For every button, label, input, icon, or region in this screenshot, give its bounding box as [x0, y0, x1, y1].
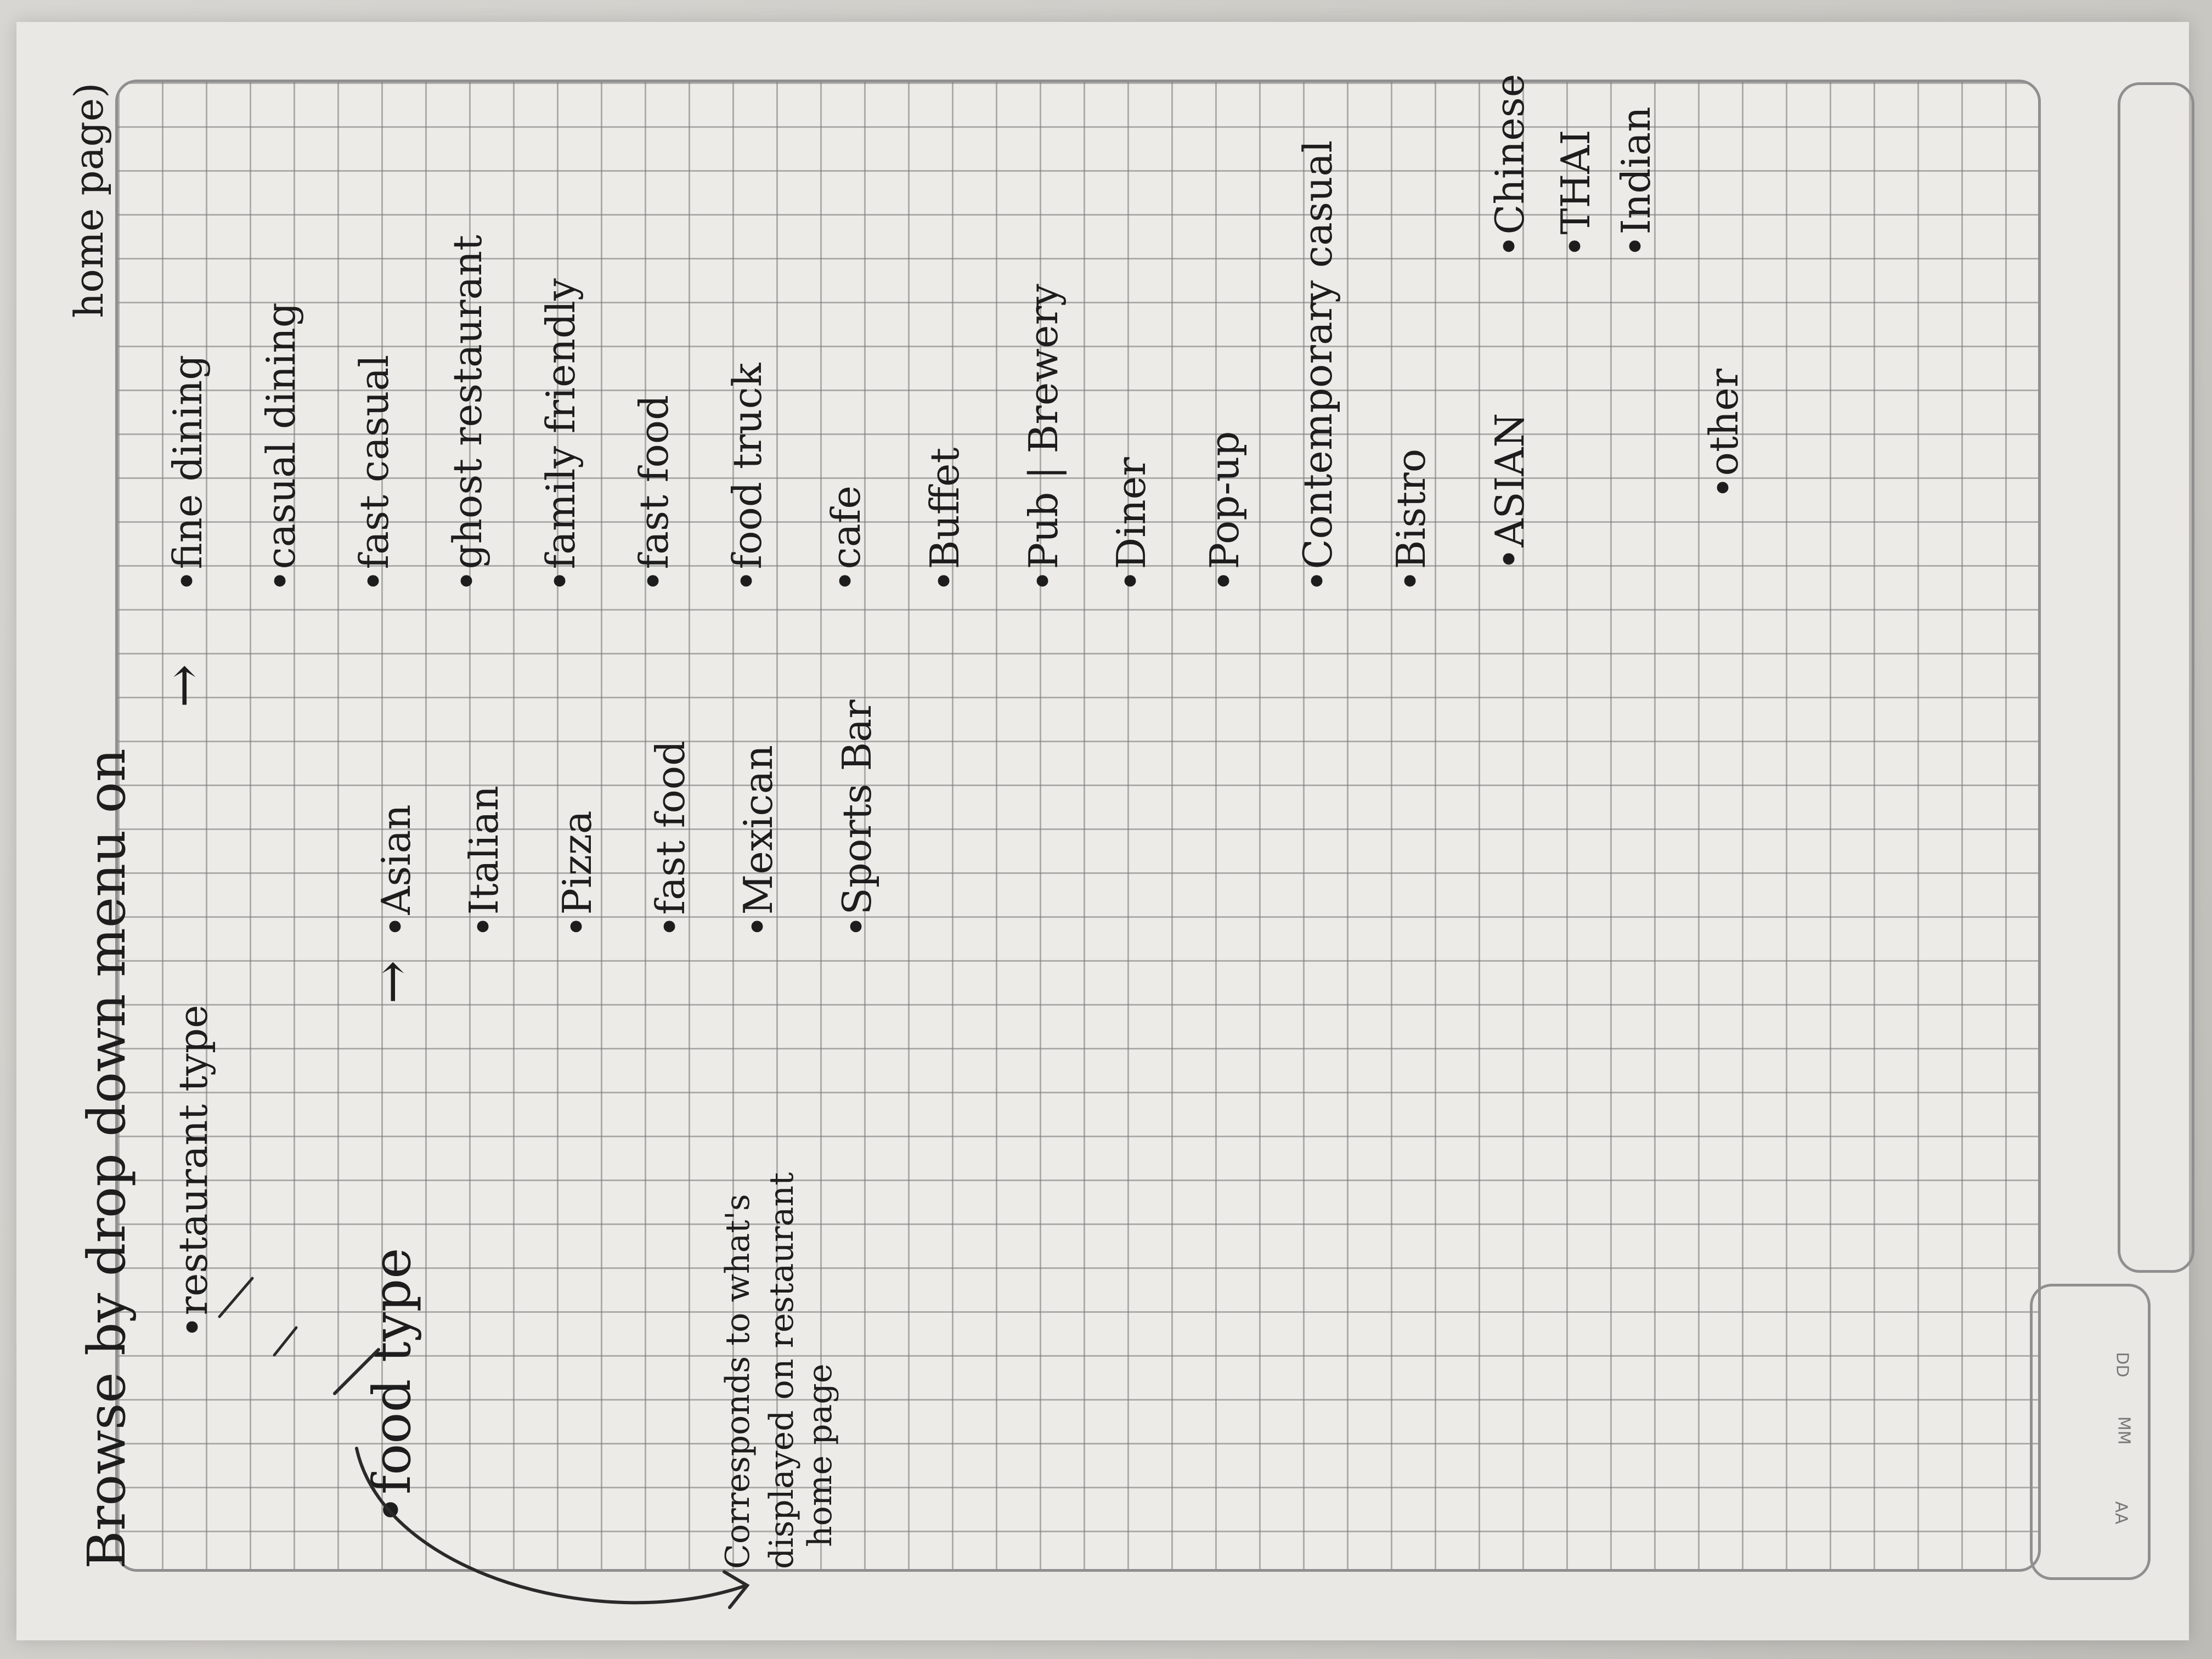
rt-item: • fast casual	[351, 355, 397, 592]
date-label-mm: MM	[2114, 1416, 2134, 1445]
rt-item: • fine dining	[165, 355, 211, 592]
rt-item: • ghost restaurant	[444, 235, 490, 592]
margin-box-long	[2118, 82, 2194, 1273]
rt-item: • Contemporary casual	[1295, 140, 1341, 592]
date-label-aa: AA	[2111, 1501, 2131, 1525]
handwritten-notes	[66, 74, 1747, 1569]
food-type-arrow: →	[362, 960, 422, 1004]
date-label-dd: DD	[2112, 1352, 2132, 1378]
other-item: • other	[1701, 369, 1747, 499]
heading: Browse by drop down menu on	[77, 748, 137, 1569]
ft-item: • Sports Bar	[834, 699, 880, 938]
restaurant-type-arrow: →	[154, 664, 214, 708]
corresponds-note-line: displayed on restaurant	[763, 1172, 801, 1569]
rt-item: • fast food	[631, 395, 677, 592]
ft-item: • Asian	[373, 804, 419, 938]
food-type-label: • food type	[362, 1248, 422, 1526]
asian-item: • Chinese	[1487, 74, 1533, 258]
rt-item: • Pop-up	[1201, 431, 1248, 592]
rt-item: • food truck	[724, 363, 770, 592]
heading-tail: home page)	[66, 82, 112, 318]
ft-item: • Pizza	[554, 810, 600, 938]
rt-item: • Pub | Brewery	[1020, 284, 1066, 592]
asian-item: • Indian	[1613, 106, 1659, 258]
ft-item: • fast food	[647, 741, 693, 938]
rt-item: • Buffet	[922, 448, 968, 592]
asian-item: • THAI	[1553, 129, 1599, 258]
rt-item: • casual dining	[258, 302, 304, 592]
rt-item: • family friendly	[538, 278, 584, 592]
corresponds-note-line: Corresponds to what's	[719, 1194, 757, 1569]
rt-item: • cafe	[823, 486, 869, 592]
asian-label: • ASIAN	[1487, 413, 1533, 571]
corresponds-note-line: home page	[801, 1363, 839, 1547]
ft-item: • Italian	[461, 786, 507, 938]
rt-item: • Bistro	[1388, 449, 1434, 592]
restaurant-type-label: • restaurant type	[170, 1005, 216, 1339]
ft-item: • Mexican	[735, 745, 781, 938]
rt-item: • Diner	[1108, 457, 1154, 592]
